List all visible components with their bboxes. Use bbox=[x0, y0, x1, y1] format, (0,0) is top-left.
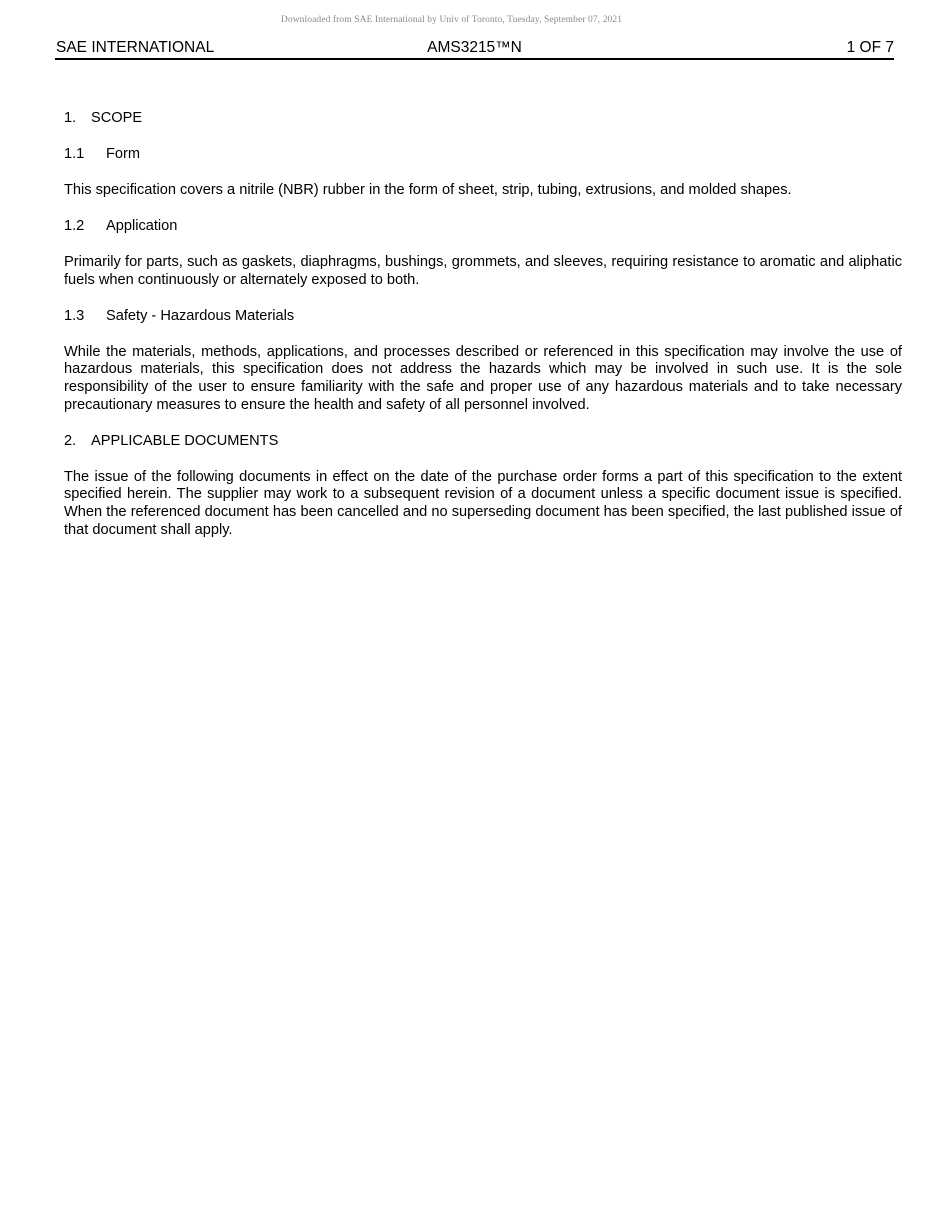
applicable-documents-paragraph: The issue of the following documents in effect on the date of the purchase order forms a part of this specification to the extent specified herein. The supplier may work to a subsequent revision of a document unless a specific document issue is specified. When the referenced document has been cancelled and no superseding document has been specified, the last published issue of that document shall apply. bbox=[64, 468, 902, 538]
page-header bbox=[55, 37, 894, 60]
section-heading-scope bbox=[64, 110, 902, 128]
section-number: 1.2 bbox=[64, 218, 85, 235]
section-title: Application bbox=[106, 218, 178, 235]
section-heading-safety bbox=[64, 308, 902, 326]
section-number: 1.1 bbox=[64, 145, 85, 162]
section-title: SCOPE bbox=[91, 110, 143, 126]
download-watermark: Downloaded from SAE International by Univ of Toronto, Tuesday, September 07, 2021 bbox=[280, 15, 623, 25]
publisher-name: SAE INTERNATIONAL bbox=[56, 39, 215, 56]
page-number: 1 OF 7 bbox=[846, 39, 894, 56]
safety-paragraph: While the materials, methods, applications, and processes described or referenced in this specification may involve the use of hazardous materials, this specification does not address the hazards which may be involved in such use. It is the sole responsibility of the user to ensure familiarity with the safe and proper use of any hazardous materials and to take necessary precautionary measures to ensure the health and safety of all personnel involved. bbox=[64, 343, 902, 413]
section-title: Form bbox=[106, 145, 141, 162]
application-paragraph: Primarily for parts, such as gaskets, diaphragms, bushings, grommets, and sleeves, requiring resistance to aromatic and aliphatic fuels when continuously or alternately exposed to both. bbox=[64, 254, 902, 288]
section-title: Safety - Hazardous Materials bbox=[106, 307, 295, 324]
section-heading-applicable-documents bbox=[64, 433, 902, 451]
document-id: AMS3215™N bbox=[427, 39, 522, 56]
section-number: 1. bbox=[64, 110, 77, 126]
form-paragraph: This specification covers a nitrile (NBR) rubber in the form of sheet, strip, tubing, extrusions, and molded shapes. bbox=[64, 181, 792, 198]
section-number: 1.3 bbox=[64, 307, 85, 324]
section-heading-application bbox=[64, 218, 902, 236]
section-number: 2. bbox=[64, 432, 77, 449]
section-title: APPLICABLE DOCUMENTS bbox=[91, 432, 279, 449]
document-body bbox=[64, 110, 902, 540]
section-heading-form bbox=[64, 146, 902, 164]
